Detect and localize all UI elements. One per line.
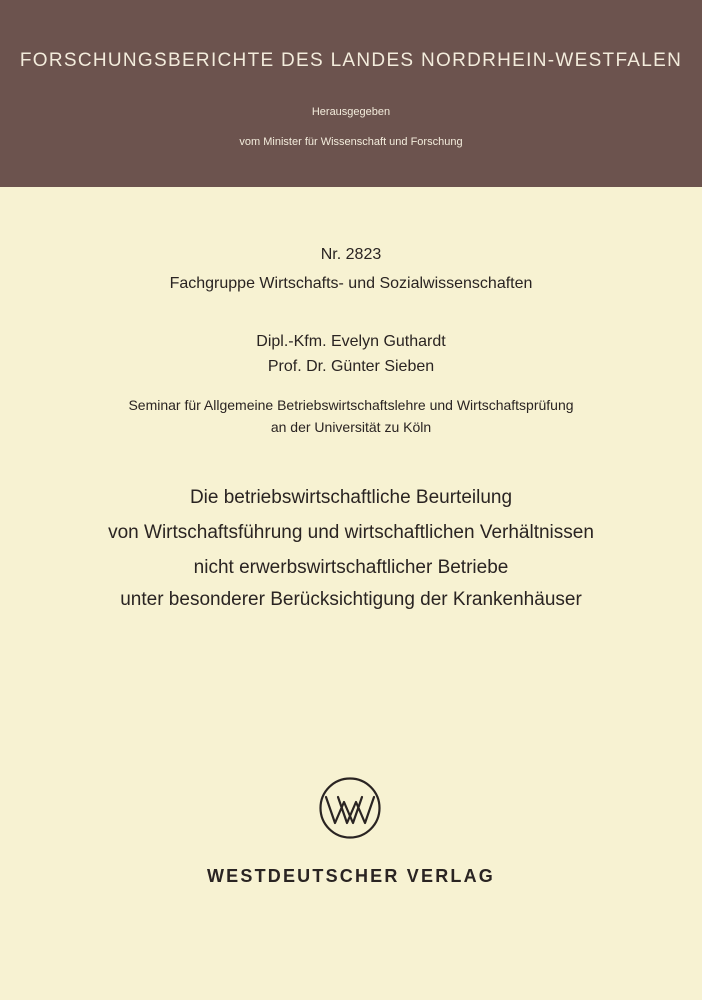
published-label: Herausgegeben bbox=[311, 106, 391, 118]
report-number: Nr. 2823 bbox=[320, 246, 382, 263]
publisher-name: WESTDEUTSCHER VERLAG bbox=[206, 866, 495, 886]
institution-line: an der Universität zu Köln bbox=[270, 419, 432, 435]
title-line: nicht erwerbswirtschaftlicher Betriebe bbox=[193, 557, 509, 578]
published-by: vom Minister für Wissenschaft und Forschung bbox=[239, 136, 463, 148]
series-header-band bbox=[0, 0, 702, 187]
title-line: von Wirtschaftsführung und wirtschaftlichen Verhältnissen bbox=[108, 522, 594, 543]
title-line: Die betriebswirtschaftliche Beurteilung bbox=[189, 487, 513, 508]
institution-line: Seminar für Allgemeine Betriebswirtschaftslehre und Wirtschaftsprüfung bbox=[128, 397, 574, 413]
wv-publisher-logo-icon bbox=[318, 776, 382, 840]
title-line: unter besonderer Berücksichtigung der Krankenhäuser bbox=[120, 589, 582, 610]
subject-group: Fachgruppe Wirtschafts- und Sozialwissenschaften bbox=[169, 275, 533, 292]
author-name: Dipl.-Kfm. Evelyn Guthardt bbox=[256, 333, 446, 350]
author-name: Prof. Dr. Günter Sieben bbox=[267, 358, 435, 375]
series-title: FORSCHUNGSBERICHTE DES LANDES NORDRHEIN-WESTFALEN bbox=[19, 50, 683, 71]
